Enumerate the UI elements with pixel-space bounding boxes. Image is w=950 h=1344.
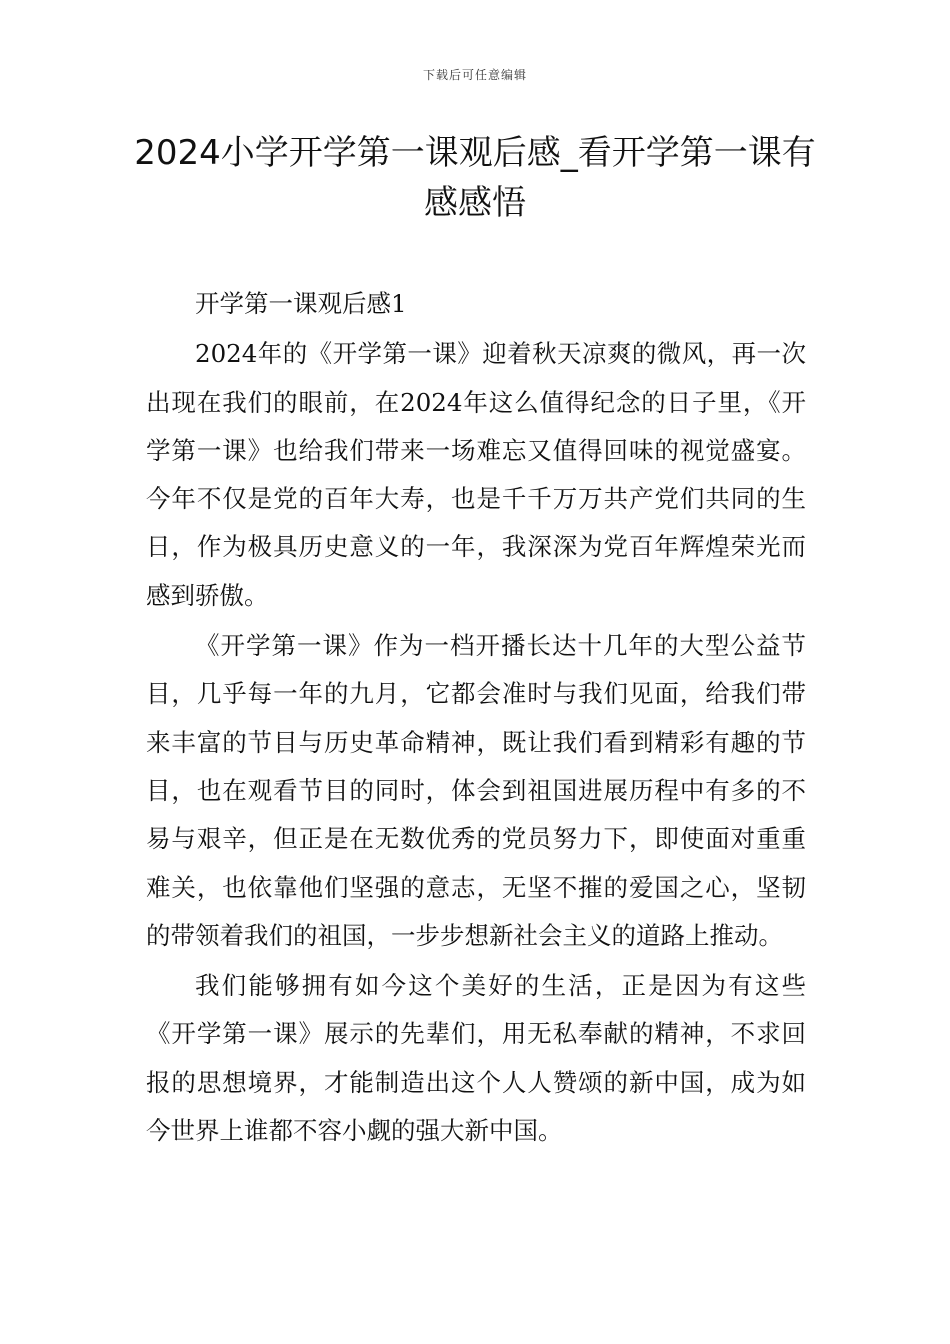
paragraph: 2024年的《开学第一课》迎着秋天凉爽的微风，再一次出现在我们的眼前，在2024年这么值得纪念的日子里，《开学第一课》也给我们带来一场难忘又值得回味的视觉盛宴。今年不仅是党的百年大寿，也是千千万万共产党们共同的生日，作为极具历史意义的一年，我深深为党百年辉煌荣光而感到骄傲。 — [146, 339, 806, 610]
document-body — [146, 280, 806, 1155]
paragraph: 《开学第一课》作为一档开播长达十几年的大型公益节目，几乎每一年的九月，它都会准时与我们见面，给我们带来丰富的节目与历史革命精神，既让我们看到精彩有趣的节目，也在观看节目的同时，体会到祖国进展历程中有多的不易与艰辛，但正是在无数优秀的党员努力下，即使面对重重难关，也依靠他们坚强的意志，无坚不摧的爱国之心，坚韧的带领着我们的祖国，一步步想新社会主义的道路上推动。 — [146, 631, 806, 950]
paragraph: 我们能够拥有如今这个美好的生活，正是因为有这些《开学第一课》展示的先辈们，用无私奉献的精神，不求回报的思想境界，才能制造出这个人人赞颂的新中国，成为如今世界上谁都不容小觑的强大新中国。 — [146, 971, 806, 1146]
header-note: 下载后可任意编辑 — [422, 68, 527, 82]
document-title: 2024小学开学第一课观后感_看开学第一课有感感悟 — [134, 133, 816, 223]
section-subheading: 开学第一课观后感1 — [195, 289, 407, 318]
